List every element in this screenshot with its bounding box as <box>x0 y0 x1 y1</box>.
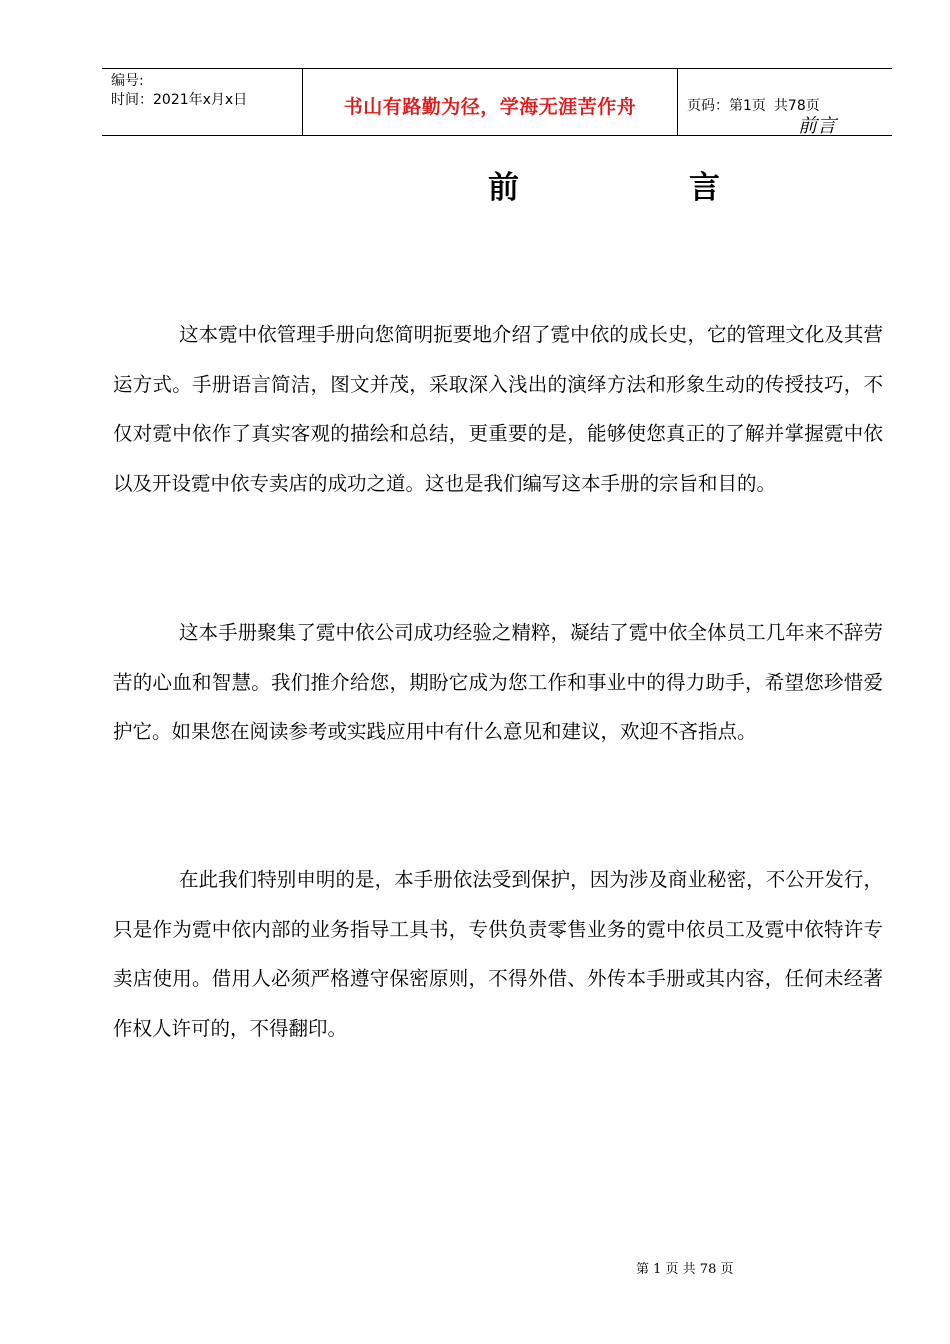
time-label: 时间：2021年x月x日 <box>111 92 248 108</box>
document-header <box>102 68 892 136</box>
serial-number-label: 编号: <box>111 73 144 89</box>
title-char-2: 言 <box>689 170 720 206</box>
page-title <box>488 162 720 207</box>
page-total: 共78页 <box>773 98 820 114</box>
header-page-cell <box>678 69 892 135</box>
motto: 书山有路勤为径，学海无涯苦作舟 <box>343 96 637 118</box>
title-char-1: 前 <box>488 170 519 206</box>
header-motto-cell <box>303 69 678 135</box>
running-title: 前言 <box>798 115 837 137</box>
header-meta-cell <box>102 69 303 135</box>
page-code-label: 页码：第1页 <box>687 98 766 114</box>
paragraph: 这本霓中依管理手册向您简明扼要地介绍了霓中依的成长史，它的管理文化及其营运方式。手册语言简洁，图文并茂，采取深入浅出的演绎方法和形象生动的传授技巧，不仅对霓中依作了真实客观的描绘和总结，更重要的是，能够使您真正的了解并掌握霓中依以及开设霓中依专卖店的成功之道。这也是我们编写这本手册的宗旨和目的。 <box>113 323 883 495</box>
paragraph: 在此我们特别申明的是，本手册依法受到保护，因为涉及商业秘密，不公开发行，只是作为霓中依内部的业务指导工具书，专供负责零售业务的霓中依员工及霓中依特许专卖店使用。借用人必须严格遵守保密原则，不得外借、外传本手册或其内容，任何未经著作权人许可的，不得翻印。 <box>113 868 883 1040</box>
paragraph: 这本手册聚集了霓中依公司成功经验之精粹，凝结了霓中依全体员工几年来不辞劳苦的心血和智慧。我们推介给您，期盼它成为您工作和事业中的得力助手，希望您珍惜爱护它。如果您在阅读参考或实践应用中有什么意见和建议，欢迎不吝指点。 <box>113 621 883 743</box>
page-footer: 第 1 页 共 78 页 <box>636 1262 734 1277</box>
